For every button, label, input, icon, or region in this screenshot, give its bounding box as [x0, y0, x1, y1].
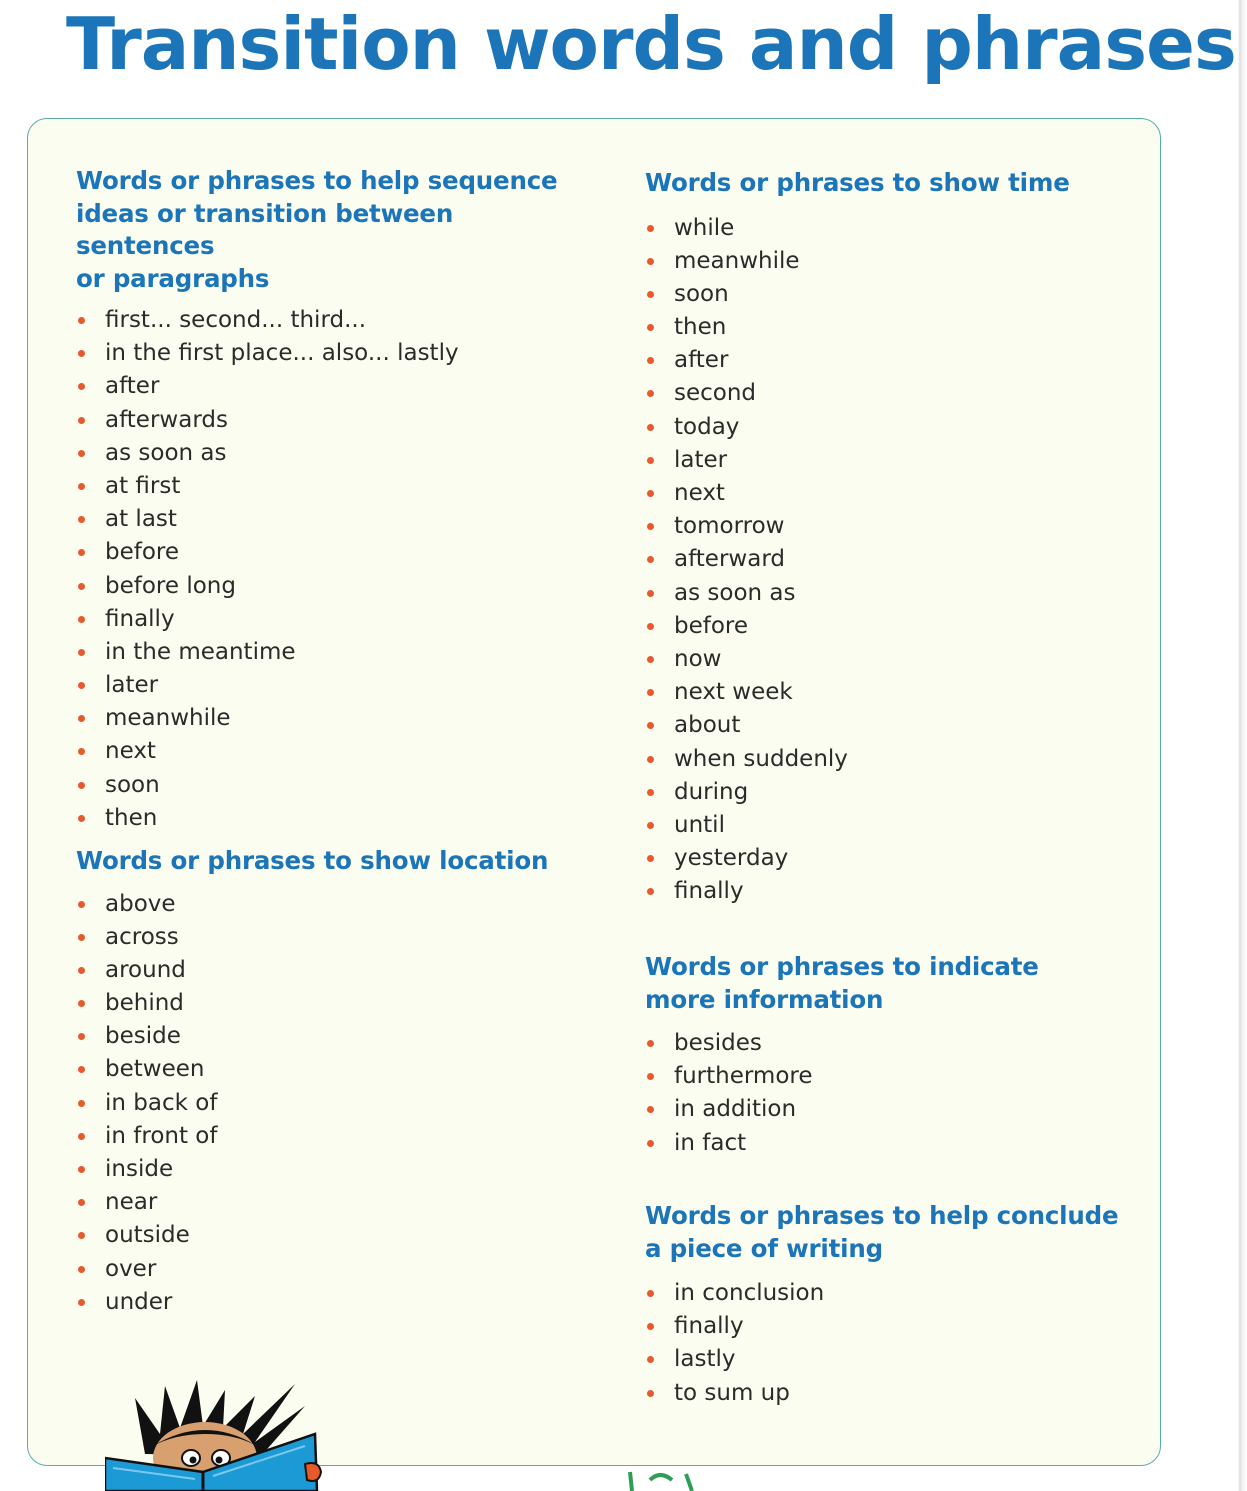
list-item	[645, 875, 1145, 908]
list-item-text: now	[674, 645, 722, 672]
list-item	[76, 802, 596, 835]
bullet-dot-icon	[78, 1100, 85, 1107]
section-heading-line: Words or phrases to show location	[76, 846, 549, 875]
list-item-text: outside	[105, 1222, 190, 1249]
bullet-dot-icon	[647, 1073, 654, 1080]
list-item-text: in front of	[105, 1122, 218, 1149]
bullet-dot-icon	[78, 967, 85, 974]
page-edge	[1228, 0, 1247, 1491]
bullet-dot-icon	[647, 457, 654, 464]
bullet-dot-icon	[78, 901, 85, 908]
list-item	[76, 304, 596, 337]
list-item	[645, 1027, 1145, 1060]
bullet-dot-icon	[78, 450, 85, 457]
list-item-text: when suddenly	[674, 745, 848, 772]
bullet-dot-icon	[78, 1232, 85, 1239]
boy-reading-book-icon	[105, 1376, 325, 1491]
list-item	[76, 735, 596, 768]
section-conclude	[645, 1200, 1145, 1410]
bullet-dot-icon	[78, 516, 85, 523]
list-item-text: afterward	[674, 546, 785, 573]
list-item-text: next	[674, 480, 725, 506]
list-item	[645, 842, 1145, 875]
list-item	[76, 769, 596, 802]
list-item	[645, 543, 1145, 576]
list-item-text: then	[674, 314, 727, 341]
list-item-text: meanwhile	[105, 705, 231, 732]
bullet-dot-icon	[647, 291, 654, 298]
list-item-text: inside	[105, 1156, 174, 1182]
bullet-dot-icon	[647, 590, 654, 597]
list-item-text: beside	[105, 1023, 181, 1050]
section-heading-line: a piece of writing	[645, 1233, 883, 1263]
bullet-dot-icon	[647, 258, 654, 265]
list-item-text: finally	[105, 605, 175, 632]
bullet-dot-icon	[647, 756, 654, 763]
section-heading-line: more information	[645, 984, 884, 1014]
bullet-dot-icon	[78, 1033, 85, 1040]
section-heading-line: Words or phrases to indicate	[645, 952, 1039, 981]
list-item	[76, 1253, 596, 1286]
list-item-text: in fact	[674, 1129, 747, 1156]
list-item-text: finally	[674, 1313, 744, 1340]
list-item	[76, 1186, 596, 1219]
list-item	[76, 954, 596, 987]
list-item	[645, 743, 1145, 776]
page-title: Transition words and phrases	[66, 2, 1236, 86]
section-heading-line: ideas or transition between sentences	[76, 198, 454, 260]
list-item-text: then	[105, 804, 158, 831]
list-item	[76, 603, 596, 636]
list-item-text: finally	[674, 878, 744, 905]
list-item	[76, 536, 596, 569]
list-item-text: next	[105, 738, 156, 765]
bullet-dot-icon	[647, 1290, 654, 1297]
list-item-text: as soon as	[674, 579, 796, 606]
list-item-text: between	[105, 1056, 205, 1083]
bullet-dot-icon	[647, 490, 654, 497]
section-sequence	[76, 165, 596, 835]
list-item	[645, 444, 1145, 477]
section-heading	[76, 165, 596, 295]
bullet-dot-icon	[78, 417, 85, 424]
list-item-text: lastly	[674, 1346, 736, 1373]
list-item	[645, 311, 1145, 344]
list-item-text: around	[105, 956, 186, 983]
bullet-dot-icon	[647, 357, 654, 364]
list-item	[76, 437, 596, 470]
list-item-text: first... second... third...	[105, 307, 367, 333]
section-time	[645, 167, 1145, 908]
list-item	[645, 776, 1145, 809]
list-item	[76, 636, 596, 669]
list-item-text: before long	[105, 572, 236, 599]
list-item-text: furthermore	[674, 1063, 813, 1090]
bullet-dot-icon	[78, 549, 85, 556]
list-item	[76, 1087, 596, 1120]
list-item-text: in addition	[674, 1096, 797, 1123]
item-list	[76, 888, 596, 1319]
list-item-text: across	[105, 923, 179, 950]
list-item-text: after	[105, 373, 160, 400]
list-item-text: in the first place... also... lastly	[105, 340, 459, 367]
list-item-text: above	[105, 890, 176, 917]
list-item	[76, 1153, 596, 1186]
bullet-dot-icon	[647, 1390, 654, 1397]
list-item-text: soon	[674, 280, 729, 307]
list-item-text: later	[105, 672, 159, 699]
list-item-text: under	[105, 1288, 173, 1315]
section-heading-line: or paragraphs	[76, 263, 270, 293]
list-item-text: about	[674, 712, 741, 739]
bullet-dot-icon	[647, 855, 654, 862]
list-item-text: in the meantime	[105, 638, 296, 665]
section-location	[76, 845, 596, 1319]
list-item-text: soon	[105, 771, 160, 798]
list-item	[645, 809, 1145, 842]
list-item-text: near	[105, 1189, 158, 1216]
list-item	[76, 1120, 596, 1153]
bullet-dot-icon	[647, 888, 654, 895]
list-item-text: yesterday	[674, 845, 789, 872]
section-heading	[645, 167, 1145, 200]
bullet-dot-icon	[647, 822, 654, 829]
list-item	[645, 1127, 1145, 1160]
list-item	[76, 1286, 596, 1319]
list-item	[645, 577, 1145, 610]
list-item-text: besides	[674, 1030, 762, 1056]
list-item	[645, 344, 1145, 377]
section-more-info	[645, 951, 1145, 1160]
section-heading-line: Words or phrases to help sequence	[76, 166, 558, 195]
list-item-text: until	[674, 811, 725, 838]
list-item	[76, 570, 596, 603]
item-list	[645, 212, 1145, 909]
bullet-dot-icon	[647, 1040, 654, 1047]
list-item	[645, 1377, 1145, 1410]
bullet-dot-icon	[78, 616, 85, 623]
bullet-dot-icon	[78, 782, 85, 789]
list-item-text: in conclusion	[674, 1280, 825, 1306]
bullet-dot-icon	[78, 350, 85, 357]
bullet-dot-icon	[78, 715, 85, 722]
list-item-text: while	[674, 214, 735, 241]
section-heading-line: Words or phrases to show time	[645, 168, 1070, 197]
bullet-dot-icon	[647, 225, 654, 232]
list-item	[76, 370, 596, 403]
list-item	[645, 1093, 1145, 1126]
list-item	[76, 1053, 596, 1086]
bullet-dot-icon	[78, 682, 85, 689]
bullet-dot-icon	[78, 1266, 85, 1273]
section-heading	[645, 951, 1145, 1016]
bullet-dot-icon	[647, 1356, 654, 1363]
list-item-text: at first	[105, 472, 181, 499]
list-item	[645, 212, 1145, 245]
section-heading	[76, 845, 596, 878]
list-item	[645, 411, 1145, 444]
list-item-text: today	[674, 413, 740, 440]
bullet-dot-icon	[647, 656, 654, 663]
list-item	[645, 1343, 1145, 1376]
list-item	[645, 477, 1145, 510]
bullet-dot-icon	[78, 748, 85, 755]
list-item	[645, 278, 1145, 311]
list-item	[76, 337, 596, 370]
bullet-dot-icon	[78, 1299, 85, 1306]
list-item	[645, 245, 1145, 278]
bullet-dot-icon	[78, 1000, 85, 1007]
list-item	[76, 921, 596, 954]
list-item	[76, 503, 596, 536]
content-panel	[27, 118, 1161, 1466]
footer-logo-fragment	[620, 1468, 700, 1491]
section-heading	[645, 1200, 1145, 1265]
bullet-dot-icon	[647, 789, 654, 796]
list-item	[645, 377, 1145, 410]
list-item-text: second	[674, 380, 757, 407]
bullet-dot-icon	[78, 1199, 85, 1206]
list-item-text: before	[105, 539, 180, 566]
bullet-dot-icon	[647, 623, 654, 630]
bullet-dot-icon	[78, 1066, 85, 1073]
list-item	[645, 1310, 1145, 1343]
list-item	[645, 643, 1145, 676]
bullet-dot-icon	[647, 390, 654, 397]
bullet-dot-icon	[647, 689, 654, 696]
list-item-text: to sum up	[674, 1379, 790, 1406]
bullet-dot-icon	[647, 324, 654, 331]
bullet-dot-icon	[647, 1140, 654, 1147]
bullet-dot-icon	[78, 317, 85, 324]
bullet-dot-icon	[647, 722, 654, 729]
list-item-text: tomorrow	[674, 513, 785, 540]
list-item-text: next week	[674, 679, 793, 706]
list-item	[76, 1219, 596, 1252]
list-item	[76, 404, 596, 437]
list-item-text: after	[674, 347, 729, 374]
list-item-text: meanwhile	[674, 247, 800, 274]
list-item-text: behind	[105, 990, 184, 1017]
bullet-dot-icon	[78, 583, 85, 590]
list-item-text: afterwards	[105, 406, 228, 433]
list-item	[645, 1277, 1145, 1310]
bullet-dot-icon	[647, 556, 654, 563]
list-item-text: in back of	[105, 1089, 218, 1116]
list-item	[76, 888, 596, 921]
section-heading-line: Words or phrases to help conclude	[645, 1201, 1119, 1230]
list-item	[645, 676, 1145, 709]
bullet-dot-icon	[78, 934, 85, 941]
bullet-dot-icon	[78, 1133, 85, 1140]
list-item-text: at last	[105, 506, 177, 533]
item-list	[645, 1277, 1145, 1410]
bullet-dot-icon	[78, 383, 85, 390]
list-item-text: before	[674, 612, 749, 639]
list-item-text: over	[105, 1255, 157, 1282]
bullet-dot-icon	[78, 649, 85, 656]
list-item-text: during	[674, 778, 749, 805]
list-item	[645, 709, 1145, 742]
list-item-text: later	[674, 446, 728, 473]
list-item-text: as soon as	[105, 439, 227, 466]
list-item	[645, 1060, 1145, 1093]
list-item	[76, 987, 596, 1020]
bullet-dot-icon	[647, 424, 654, 431]
bullet-dot-icon	[78, 1166, 85, 1173]
list-item	[645, 510, 1145, 543]
list-item	[76, 702, 596, 735]
list-item	[645, 610, 1145, 643]
bullet-dot-icon	[647, 1323, 654, 1330]
bullet-dot-icon	[647, 1106, 654, 1113]
bullet-dot-icon	[78, 483, 85, 490]
item-list	[76, 304, 596, 835]
list-item	[76, 470, 596, 503]
bullet-dot-icon	[78, 815, 85, 822]
list-item	[76, 1020, 596, 1053]
bullet-dot-icon	[647, 523, 654, 530]
list-item	[76, 669, 596, 702]
item-list	[645, 1027, 1145, 1160]
